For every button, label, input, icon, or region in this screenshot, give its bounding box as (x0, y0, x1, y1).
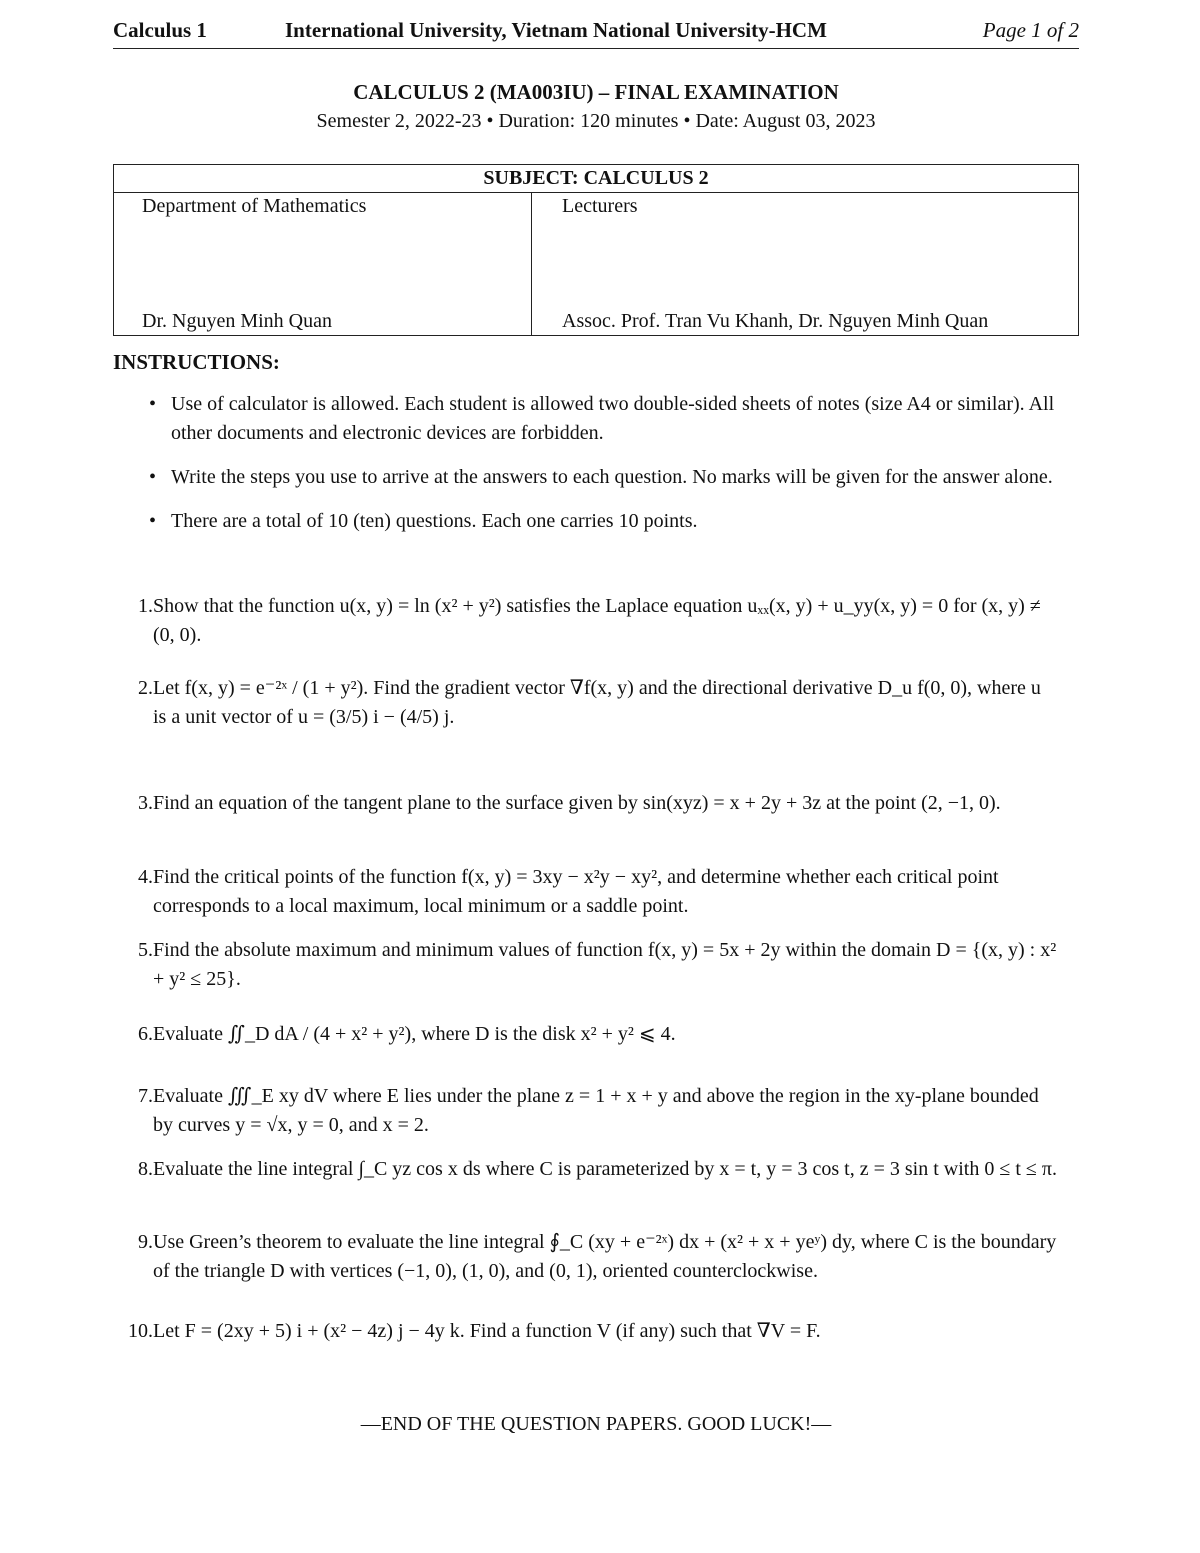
header-page-label: Page 1 of 2 (982, 18, 1079, 42)
question-text: Show that the function u(x, y) = ln (x² + y²) satisfies the Laplace equation uₓₓ(x, y) + u_yy(x, y) = 0 for (x, y) ≠ (0, 0). (153, 595, 1041, 646)
instruction-item (149, 507, 1061, 536)
end-note: —END OF THE QUESTION PAPERS. GOOD LUCK!— (360, 1413, 832, 1435)
question-number: 9. (138, 1231, 153, 1253)
lecturers-names: Assoc. Prof. Tran Vu Khanh, Dr. Nguyen Minh Quan (562, 310, 989, 332)
instruction-text: There are a total of 10 (ten) questions. Each one carries 10 points. (171, 510, 698, 532)
header-university: International University, Vietnam National University-HCM (285, 18, 827, 42)
question-text: Evaluate ∬_D dA / (4 + x² + y²), where D is the disk x² + y² ⩽ 4. (153, 1023, 676, 1045)
question-number: 2. (138, 677, 153, 699)
question-number: 4. (138, 866, 153, 888)
bullet-icon: • (149, 466, 157, 488)
instructions-heading: INSTRUCTIONS: (113, 350, 280, 374)
question-text: Find an equation of the tangent plane to the surface given by sin(xyz) = x + 2y + 3z at the point (2, −1, 0). (153, 792, 1001, 814)
question-number: 5. (138, 939, 153, 961)
question-text: Evaluate the line integral ∫_C yz cos x ds where C is parameterized by x = t, y = 3 cos t, z = 3 sin t with 0 ≤ t ≤ π. (153, 1158, 1057, 1180)
question-text: Use Green’s theorem to evaluate the line integral ∮_C (xy + e⁻²ˣ) dx + (x² + x + yeʸ) dy, where C is the boundary of the triangle D with vertices (−1, 0), (1, 0), and (0, 1), oriented counterclockwise. (153, 1231, 1057, 1282)
page-header (113, 16, 1079, 49)
bullet-icon: • (149, 510, 157, 532)
bullet-icon: • (149, 393, 157, 415)
department-head-name: Dr. Nguyen Minh Quan (142, 310, 332, 332)
exam-subtitle: Semester 2, 2022-23 • Duration: 120 minutes • Date: August 03, 2023 (316, 110, 876, 132)
lecturers-cell (532, 193, 1079, 336)
header-course: Calculus 1 (113, 18, 207, 42)
instruction-item (149, 390, 1061, 448)
question-number: 6. (138, 1023, 153, 1045)
department-cell (114, 193, 532, 336)
question-text: Find the critical points of the function f(x, y) = 3xy − x²y − xy², and determine whether each critical point corresponds to a local maximum, local minimum or a saddle point. (153, 866, 999, 917)
instruction-text: Use of calculator is allowed. Each student is allowed two double-sided sheets of notes (size A4 or similar). All other documents and electronic devices are forbidden. (171, 393, 1055, 444)
question-number: 8. (138, 1158, 153, 1180)
subject-heading: SUBJECT: CALCULUS 2 (114, 165, 1079, 193)
subject-table (113, 164, 1079, 336)
exam-title: CALCULUS 2 (MA003IU) – FINAL EXAMINATION (353, 80, 839, 104)
question-number: 3. (138, 792, 153, 814)
question-number: 1. (138, 595, 153, 617)
question-text: Evaluate ∭_E xy dV where E lies under the plane z = 1 + x + y and above the region in the xy-plane bounded by curves y = √x, y = 0, and x = 2. (153, 1085, 1039, 1136)
department-label: Department of Mathematics (142, 195, 367, 217)
instruction-item (149, 463, 1061, 492)
question-number: 10. (128, 1320, 153, 1342)
question-text: Find the absolute maximum and minimum values of function f(x, y) = 5x + 2y within the domain D = {(x, y) : x² + y² ≤ 25}. (153, 939, 1057, 990)
lecturers-label: Lecturers (562, 195, 638, 217)
instructions-list (149, 390, 1061, 551)
instruction-text: Write the steps you use to arrive at the answers to each question. No marks will be given for the answer alone. (171, 466, 1053, 488)
question-text: Let F = (2xy + 5) i + (x² − 4z) j − 4y k. Find a function V (if any) such that ∇V = F. (153, 1320, 821, 1342)
question-text: Let f(x, y) = e⁻²ˣ / (1 + y²). Find the gradient vector ∇f(x, y) and the directional derivative D_u f(0, 0), where u is a unit vector of u = (3/5) i − (4/5) j. (153, 677, 1041, 728)
question-number: 7. (138, 1085, 153, 1107)
